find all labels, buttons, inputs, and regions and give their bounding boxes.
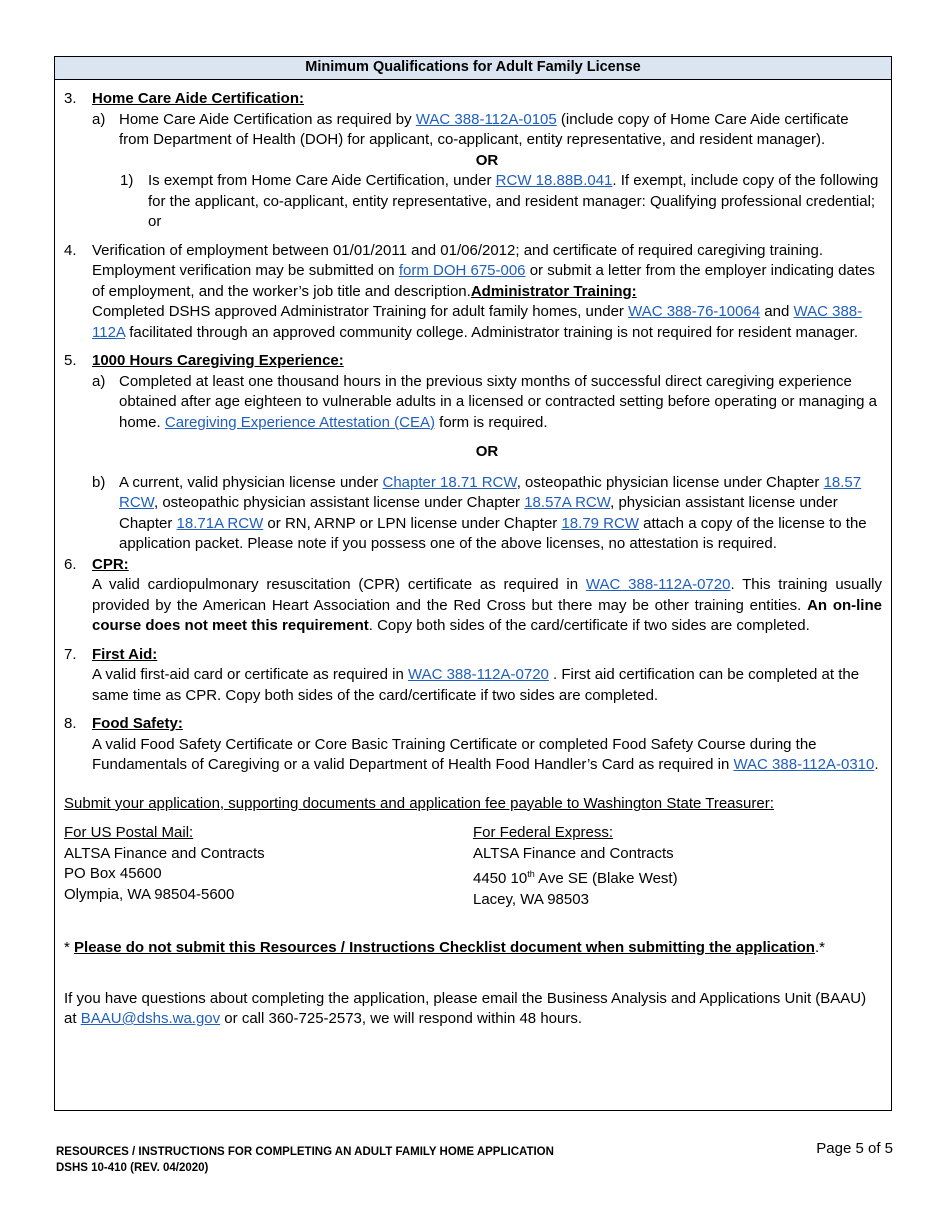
wac-link[interactable]: WAC 388-112A-0720	[585, 576, 731, 593]
postal-address: For US Postal Mail: ALTSA Finance and Contracts PO Box 45600 Olympia, WA 98504-5600	[64, 824, 265, 903]
cea-link[interactable]: Caregiving Experience Attestation (CEA)	[164, 413, 435, 431]
item-title: Home Care Aide Certification:	[92, 90, 304, 107]
item-number: 3.	[64, 90, 77, 107]
qualifications-box	[54, 56, 892, 1111]
item-number: 5.	[64, 352, 77, 369]
item-number: 7.	[64, 645, 77, 663]
wac-link[interactable]: WAC 388-112A	[92, 303, 863, 341]
online-course-note: An on-line course does not meet this requirement	[92, 596, 882, 634]
item-4: 4. Verification of employment between 01/01/2011 and 01/06/2012; and certificate of required caregiving training. Employment verification may be submitted on form DOH 675-006 or submit a letter from the employer indicating dates of employment, and the worker’s job title and description.Administrator Training: Completed DSHS approved Administrator Training for adult family homes, under WAC 388-76-10064 and WAC 388-112A facilitated through an approved community college. Administrator training is not required for resident manager.	[64, 241, 882, 344]
fedex-address: For Federal Express: ALTSA Finance and Contracts 4450 10th Ave SE (Blake West) Lacey, WA 98503	[473, 824, 678, 908]
rcw-link[interactable]: 18.57A RCW	[524, 494, 611, 511]
rcw-link[interactable]: 18.71A RCW	[176, 514, 264, 532]
doh-form-link[interactable]: form DOH 675-006	[398, 262, 526, 279]
submit-instructions: Submit your application, supporting documents and application fee payable to Washington State Treasurer:	[64, 794, 774, 812]
contact-info: If you have questions about completing the application, please email the Business Analysis and Applications Unit (BAAU) at BAAU@dshs.wa.gov or call 360-725-2573, we will respond within 48 hours.	[64, 989, 867, 1027]
wac-link[interactable]: WAC 388-112A-0105	[415, 110, 557, 128]
item-title: CPR:	[92, 555, 129, 573]
do-not-submit-notice: * Please do not submit this Resources / Instructions Checklist document when submitting the application.*	[64, 939, 825, 956]
item-number: 4.	[64, 241, 77, 259]
item-number: 8.	[64, 715, 77, 732]
or-separator: OR	[475, 151, 499, 169]
item-number: 6.	[64, 555, 77, 573]
item-title: 1000 Hours Caregiving Experience:	[92, 352, 344, 369]
or-separator: OR	[475, 443, 499, 460]
wac-link[interactable]: WAC 388-76-10064	[628, 303, 761, 320]
sub-item-b: b) A current, valid physician license under Chapter 18.71 RCW, osteopathic physician license under Chapter 18.57 RCW, osteopathic physician assistant license under Chapter 18.57A RCW, physician assistant license under Chapter 18.71A RCW or RN, ARNP or LPN license under Chapter 18.79 RCW attach a copy of the license to the application packet. Please note if you possess one of the above licenses, no attestation is required.	[92, 473, 867, 552]
sub-item-a: a) Home Care Aide Certification as required by WAC 388-112A-0105 (include copy of Home Care Aide certificate from Department of Health (DOH) for applicant, co-applicant, entity representative, and resident manager).	[92, 110, 849, 148]
item-8: 8. Food Safety: A valid Food Safety Certificate or Core Basic Training Certificate or completed Food Safety Course during the Fundamentals of Caregiving or a valid Department of Health Food Handler’s Card as required in WAC 388-112A-0310.	[64, 714, 882, 776]
rcw-link[interactable]: RCW 18.88B.041	[495, 172, 613, 189]
rcw-link[interactable]: 18.57 RCW	[119, 473, 862, 511]
page-number: Page 5 of 5	[816, 1140, 893, 1157]
rcw-link[interactable]: Chapter 18.71 RCW	[382, 473, 517, 491]
footer-form-info: RESOURCES / INSTRUCTIONS FOR COMPLETING AN ADULT FAMILY HOME APPLICATION DSHS 10-410 (REV. 04/2020)	[56, 1146, 554, 1174]
sub-item-a: a) Completed at least one thousand hours in the previous sixty months of successful direct caregiving experience obtained after age eighteen to vulnerable adults in a licensed or contracted setting before operating or managing a home. Caregiving Experience Attestation (CEA) form is required.	[92, 372, 878, 431]
wac-link[interactable]: WAC 388-112A-0310	[733, 756, 875, 773]
item-5	[64, 351, 882, 555]
admin-training-title: Administrator Training:	[470, 282, 637, 300]
item-6: 6. CPR: A valid cardiopulmonary resuscitation (CPR) certificate as required in WAC 388-112A-0720. This training usually provided by the American Heart Association and the Red Cross but there may be other training entities. An on-line course does not meet this requirement. Copy both sides of the card/certificate if two sides are completed.	[64, 555, 882, 637]
item-title: First Aid:	[92, 645, 158, 663]
item-7: 7. First Aid: A valid first-aid card or certificate as required in WAC 388-112A-0720 . First aid certification can be completed at the same time as CPR. Copy both sides of the card/certificate if two sides are completed.	[64, 645, 882, 707]
wac-link[interactable]: WAC 388-112A-0720	[407, 666, 549, 683]
mailing-addresses	[64, 823, 882, 910]
email-link[interactable]: BAAU@dshs.wa.gov	[80, 1010, 221, 1027]
section-header: Minimum Qualifications for Adult Family License	[55, 57, 891, 80]
sub-item-1: 1) Is exempt from Home Care Aide Certification, under RCW 18.88B.041. If exempt, include copy of the following for the applicant, co-applicant, entity representative, and resident manager: Qualifying professional credential; or	[120, 172, 879, 230]
item-3	[64, 89, 882, 233]
item-title: Food Safety:	[92, 715, 183, 732]
rcw-link[interactable]: 18.79 RCW	[561, 514, 639, 532]
